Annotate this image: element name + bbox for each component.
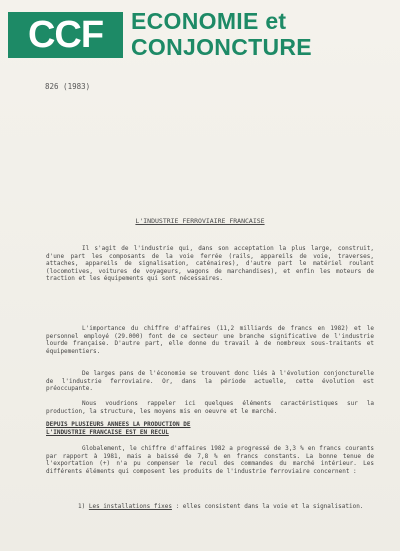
logo-text: CCF [27, 14, 104, 56]
paragraph-3: De larges pans de l'économie se trouvent donc liés à l'évolution conjoncturelle de l'industrie ferroviaire. Or, dans la période actuelle, cette évolution est préoccupante. [46, 370, 374, 393]
masthead-title-line2: CONJONCTURE [131, 34, 312, 60]
section-heading-line2: L'INDUSTRIE FRANCAISE EST EN RECUL [46, 428, 169, 436]
paragraph-5: Globalement, le chiffre d'affaires 1982 a progressé de 3,3 % en francs courants par rapport à 1981, mais a baissé de 7,8 % en francs constants. La bonne tenue de l'exportation (+) n'a pu compenser le recul des commandes du marché intérieur. Les différents éléments qui composent les produits de l'industrie ferroviaire concernent : [46, 445, 374, 475]
economy-paragraph [46, 370, 374, 393]
list-item-label: Les installations fixes [88, 503, 172, 510]
recall-paragraph [46, 400, 374, 415]
paragraph-2: L'importance du chiffre d'affaires (11,2 milliards de francs en 1982) et le personnel employé (29.000) font de ce secteur une branche significative de l'industrie lourde française. D'autre part, elle donne du travail à de nombreux sous-traitants et équipementiers. [46, 325, 374, 355]
list-item-number: 1) [78, 503, 86, 510]
paragraph-1: Il s'agit de l'industrie qui, dans son acceptation la plus large, construit, d'une part les composants de la voie ferrée (rails, appareils de voie, traverses, attaches, appareils de signalisation, caténaires), d'autre part le matériel roulant (locomotives, voitures de voyageurs, wagons de marchandises), et enfin les moteurs de traction et les équipements qui sont nécessaires. [46, 245, 374, 283]
list-item-text: : elles consistent dans la voie et la signalisation. [175, 503, 364, 510]
paragraph-4: Nous voudrions rappeler ici quelques éléments caractéristiques sur la production, la structure, les moyens mis en oeuvre et le marché. [46, 400, 374, 415]
document-title: L'INDUSTRIE FERROVIAIRE FRANCAISE [135, 217, 265, 225]
section-paragraph [46, 445, 374, 475]
issue-reference: 826 (1983) [45, 82, 91, 91]
masthead-title [131, 8, 391, 60]
section-heading [46, 421, 306, 436]
importance-paragraph [46, 325, 374, 355]
ccf-logo [8, 12, 123, 58]
masthead-title-line1: ECONOMIE et [131, 8, 287, 34]
intro-paragraph [46, 245, 374, 283]
section-heading-line1: DEPUIS PLUSIEURS ANNEES LA PRODUCTION DE [46, 421, 191, 428]
list-item [46, 503, 374, 511]
